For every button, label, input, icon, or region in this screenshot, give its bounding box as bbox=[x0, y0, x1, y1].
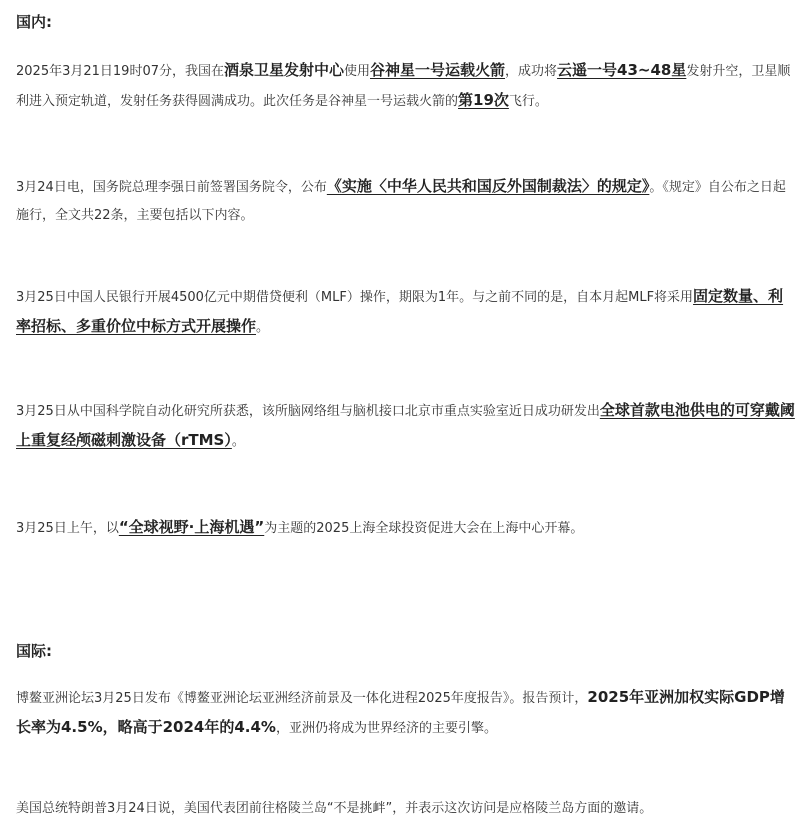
news-item-boao bbox=[16, 683, 797, 743]
news-item-greenland bbox=[16, 795, 797, 823]
text-segment: 飞行。 bbox=[508, 94, 548, 109]
news-item-regulation bbox=[16, 172, 797, 230]
news-item-mlf bbox=[16, 282, 797, 342]
text-segment: 3月25日中国人民银行开展4500亿元中期借贷便利（MLF）操作，期限为1年。与之前不同的是，自本月起MLF将采用 bbox=[16, 290, 694, 305]
rocket-name-highlight: 谷神星一号运载火箭 bbox=[370, 61, 506, 79]
text-segment: 美国总统特朗普3月24日说，美国代表团前往格陵兰岛“不是挑衅”，并表示这次访问是应格陵兰岛方面的邀请。 bbox=[16, 801, 653, 816]
news-item-rtms bbox=[16, 396, 797, 456]
international-heading: 国际: bbox=[16, 642, 52, 660]
text-segment: 3月25日从中国科学院自动化研究所获悉，该所脑网络组与脑机接口北京市重点实验室近日成功研发出 bbox=[16, 404, 600, 419]
flight-count-highlight: 第19次 bbox=[458, 91, 509, 109]
regulation-title-highlight: 《实施〈中华人民共和国反外国制裁法〉的规定》 bbox=[326, 177, 650, 195]
text-segment: 2025年3月21日19时07分，我国在 bbox=[16, 64, 224, 79]
text-segment: 使用 bbox=[344, 64, 371, 79]
text-segment: 发射升空，卫星顺利进入预定轨道，发射任务获得圆满成功。此次任务是谷神星一号运载火箭的 bbox=[16, 64, 791, 109]
satellite-name-highlight: 云遥一号43~48星 bbox=[557, 61, 687, 79]
text-segment: ，亚洲仍将成为世界经济的主要引擎。 bbox=[275, 721, 497, 736]
gdp-forecast-highlight: 2025年亚洲加权实际GDP增长率为4.5%，略高于2024年的4.4% bbox=[16, 688, 785, 736]
text-segment: 。《规定》自公布之日起施行，全文共22条，主要包括以下内容。 bbox=[16, 180, 786, 223]
launch-center-highlight: 酒泉卫星发射中心 bbox=[223, 61, 344, 79]
news-item-launch bbox=[16, 56, 797, 116]
mlf-method-highlight: 固定数量、利率招标、多重价位中标方式开展操作 bbox=[16, 287, 784, 335]
news-item-investment-forum bbox=[16, 513, 797, 543]
text-segment: 。 bbox=[231, 434, 245, 449]
text-segment: 为主题的2025上海全球投资促进大会在上海中心开幕。 bbox=[264, 521, 584, 536]
domestic-heading: 国内: bbox=[16, 13, 52, 31]
text-segment: 博鳌亚洲论坛3月25日发布《博鳌亚洲论坛亚洲经济前景及一体化进程2025年度报告》。报告预计， bbox=[16, 691, 588, 706]
text-segment: 。 bbox=[256, 320, 270, 335]
rtms-device-highlight: 全球首款电池供电的可穿戴阈上重复经颅磁刺激设备（rTMS） bbox=[16, 401, 795, 449]
forum-theme-highlight: “全球视野·上海机遇” bbox=[118, 518, 265, 536]
text-segment: ，成功将 bbox=[505, 64, 558, 79]
text-segment: 3月24日电，国务院总理李强日前签署国务院令，公布 bbox=[16, 180, 327, 195]
text-segment: 3月25日上午，以 bbox=[16, 521, 119, 536]
